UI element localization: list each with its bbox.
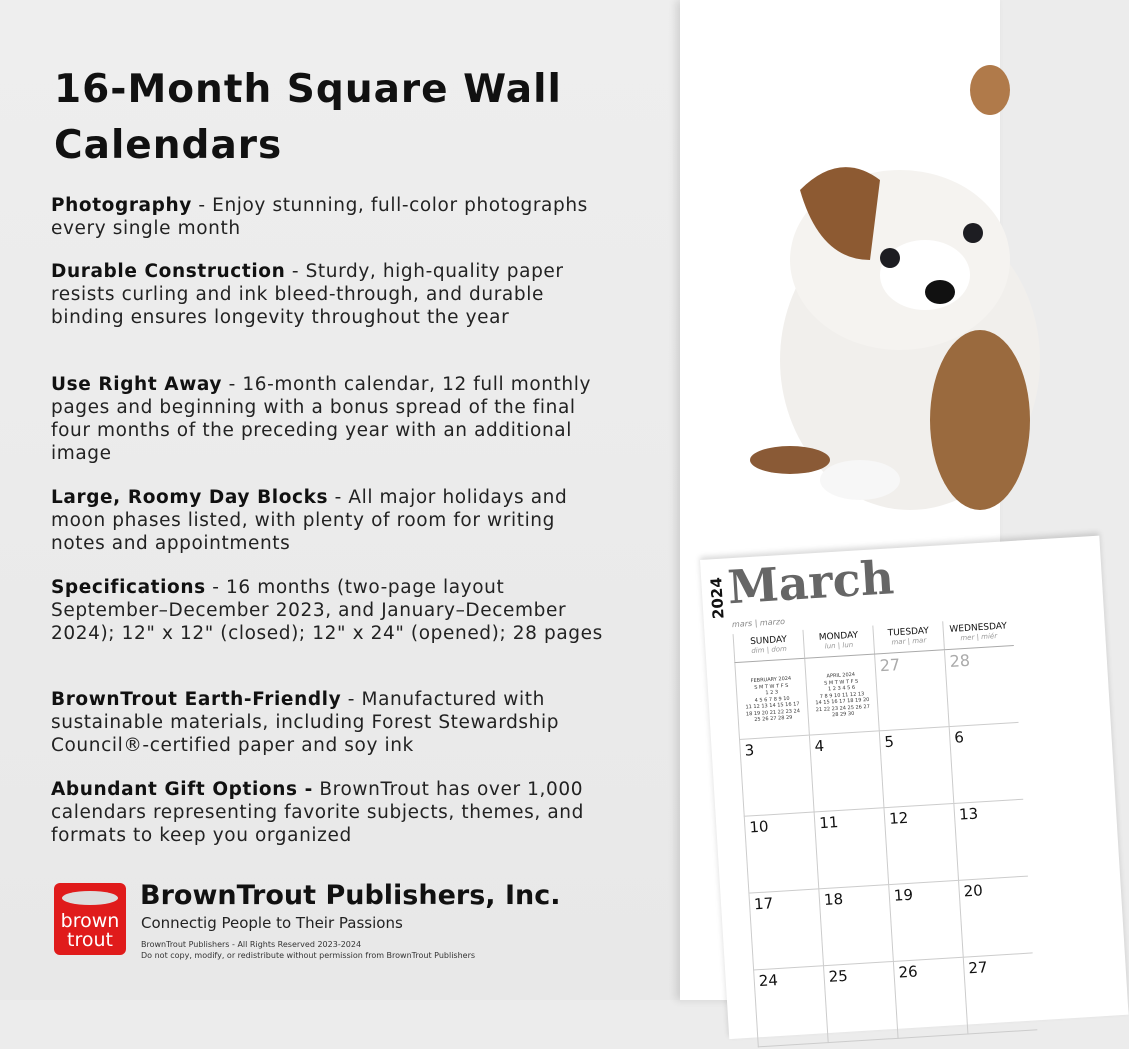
weekday-name: SUNDAY: [749, 634, 788, 648]
feature-text: BrownTrout has over 1,000 calendars representing favorite subjects, themes, and formats to keep you organized: [51, 779, 584, 846]
copyright-line: Do not copy, modify, or redistribute without permission from BrownTrout Publishers: [141, 951, 476, 960]
feature-item: [51, 260, 611, 329]
day-cell[interactable]: 11: [814, 808, 889, 889]
mini-calendar-row: 25 26 27 28 29: [754, 714, 793, 723]
product-image: [680, 0, 1008, 1000]
mini-calendar-row: 18 19 20 21 22 23 24: [745, 707, 801, 717]
day-cell[interactable]: 28: [944, 646, 1019, 727]
weekday-name: WEDNESDAY: [949, 621, 1008, 635]
feature-text: - Sturdy, high-quality paper resists curling and ink bleed-through, and durable binding ensures longevity throughout the year: [51, 261, 564, 328]
weekday-name: MONDAY: [818, 630, 859, 643]
day-cell[interactable]: 17: [748, 889, 823, 970]
day-cell[interactable]: 20: [958, 877, 1033, 958]
mini-calendar-row: 1 2 3 4 5 6: [827, 684, 856, 693]
feature-item: [51, 373, 611, 465]
mini-calendar-row: 7 8 9 10 11 12 13: [819, 690, 865, 700]
mini-calendar: [804, 655, 879, 736]
weekday-name: TUESDAY: [887, 626, 930, 639]
page-title: 16-Month Square Wall Calendars: [54, 67, 562, 168]
feature-text: - 16 months (two-page layout September–December 2023, and January–December 2024); 12" x 12" (closed); 12" x 24" (opened); 28 pages: [51, 577, 603, 644]
day-cell[interactable]: 6: [949, 723, 1024, 804]
mini-calendar-row: S M T W T F S: [823, 678, 859, 687]
calendar-month: March: [726, 550, 896, 615]
feature-label: Use Right Away: [51, 374, 223, 395]
mini-calendar-title: FEBRUARY 2024: [750, 675, 792, 685]
month-translation: mars | marzo: [731, 616, 786, 630]
mini-calendar-row: 1 2 3: [765, 689, 779, 697]
day-cell[interactable]: 27: [963, 953, 1038, 1034]
day-cell[interactable]: 19: [888, 881, 963, 962]
mini-calendar-row: 4 5 6 7 8 9 10: [754, 695, 790, 704]
day-cell[interactable]: 24: [753, 966, 828, 1047]
feature-label: Abundant Gift Options -: [51, 779, 313, 800]
day-cell[interactable]: 10: [744, 813, 819, 894]
day-cell[interactable]: 4: [809, 731, 884, 812]
tagline: Connectig People to Their Passions: [141, 914, 403, 932]
day-cell[interactable]: 27: [874, 650, 949, 731]
weekday-header: [942, 617, 1014, 649]
copyright: [141, 939, 475, 961]
mini-calendar: [734, 659, 809, 740]
mini-calendar-row: 28 29 30: [831, 710, 855, 719]
calendar-year: 2024: [707, 576, 728, 620]
weekday-header: [733, 630, 805, 662]
day-cell[interactable]: 18: [818, 885, 893, 966]
feature-text: - Manufactured with sustainable materials, including Forest Stewardship Council®-certified paper and soy ink: [51, 689, 560, 756]
feature-item: [51, 486, 611, 555]
feature-item: [51, 576, 611, 645]
day-cell[interactable]: 3: [739, 736, 814, 817]
weekday-translation: mer | miér: [960, 632, 998, 643]
day-cell[interactable]: 5: [879, 727, 954, 808]
feature-item: [51, 778, 611, 847]
feature-text: - All major holidays and moon phases listed, with plenty of room for writing notes and appointments: [51, 487, 568, 554]
puppy-photo: [730, 60, 1010, 530]
mini-calendar-title: APRIL 2024: [826, 671, 856, 680]
day-cell[interactable]: 25: [823, 962, 898, 1043]
trout-icon: [62, 891, 118, 905]
day-cell[interactable]: 13: [953, 800, 1028, 881]
feature-label: Durable Construction: [51, 261, 286, 282]
feature-label: Specifications: [51, 577, 206, 598]
logo-text: trout: [67, 929, 113, 951]
day-cell[interactable]: 26: [893, 958, 968, 1039]
browntrout-logo: [54, 883, 126, 955]
weekday-header: [872, 621, 944, 653]
mini-calendar-row: 14 15 16 17 18 19 20: [815, 696, 870, 707]
copyright-line: BrownTrout Publishers - All Rights Reserved 2023-2024: [141, 940, 362, 949]
publisher-name: BrownTrout Publishers, Inc.: [140, 880, 561, 911]
weekday-translation: dim | dom: [751, 644, 788, 656]
mini-calendar-row: S M T W T F S: [754, 682, 789, 691]
mini-calendar-row: 11 12 13 14 15 16 17: [745, 701, 800, 711]
weekday-translation: mar | mar: [891, 636, 927, 647]
day-cell[interactable]: 12: [883, 804, 958, 885]
mini-calendar-row: 21 22 23 24 25 26 27: [815, 703, 870, 713]
feature-item: [51, 194, 611, 240]
logo-text: brown: [60, 910, 120, 932]
feature-text: - 16-month calendar, 12 full monthly pages and beginning with a bonus spread of the final four months of the preceding year with an additional image: [51, 374, 592, 464]
calendar-page: [700, 536, 1129, 1040]
feature-item: [51, 688, 611, 757]
weekday-translation: lun | lun: [824, 640, 854, 651]
feature-text: - Enjoy stunning, full-color photographs every single month: [51, 195, 588, 239]
feature-label: BrownTrout Earth-Friendly: [51, 689, 342, 710]
weekday-header: [802, 626, 874, 658]
feature-label: Photography: [51, 195, 192, 216]
feature-label: Large, Roomy Day Blocks: [51, 487, 329, 508]
